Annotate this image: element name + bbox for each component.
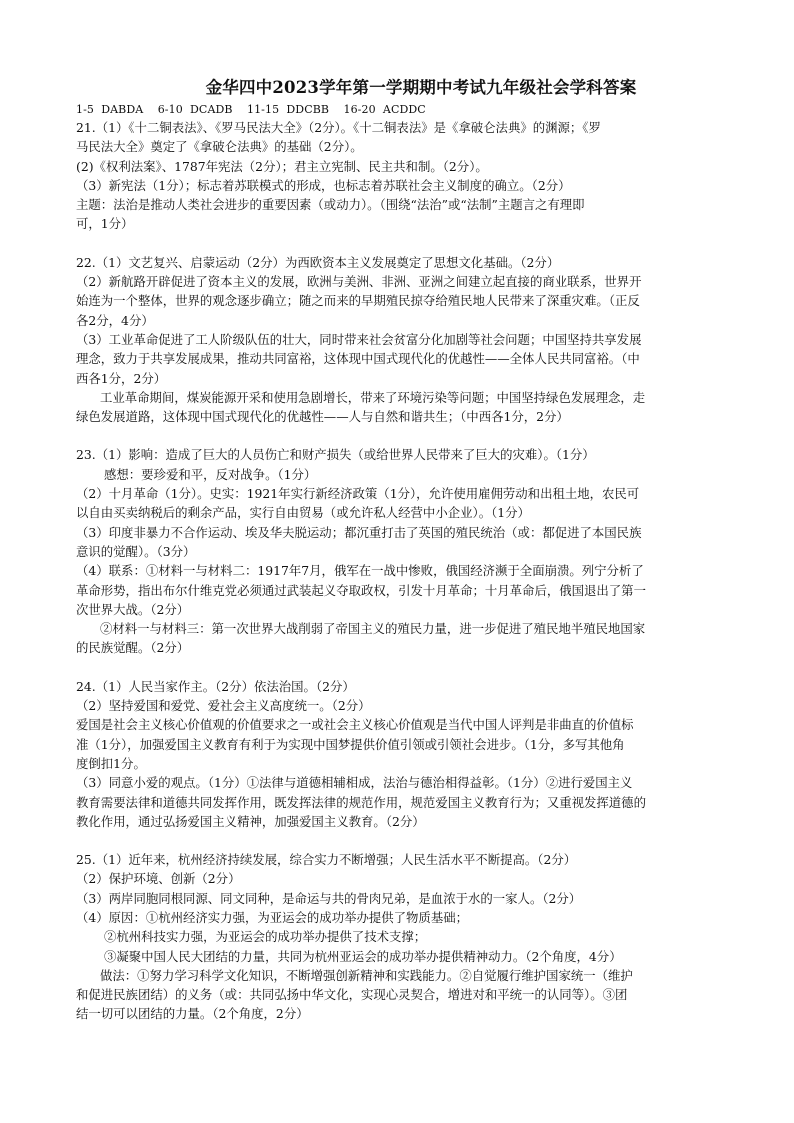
- text-line: 22.（1）文艺复兴、启蒙运动（2分）为西欧资本主义发展奠定了思想文化基础。（2分）: [76, 254, 560, 270]
- text-line: 工业革命期间，煤炭能源开采和使用急剧增长，带来了环境污染等问题；中国坚持绿色发展理念，走: [100, 389, 646, 405]
- text-line: 马民法大全》奠定了《拿破仑法典》的基础（2分）。: [76, 139, 363, 155]
- text-line: （2）坚持爱国和爱党、爱社会主义高度统一。（2分）: [76, 698, 371, 714]
- text-line: 以自由买卖纳税后的剩余产品，实行自由贸易（或允许私人经营中小企业）。（1分）: [76, 505, 530, 521]
- question-21: [76, 118, 726, 234]
- text-line: 23.（1）影响：造成了巨大的人员伤亡和财产损失（或给世界人民带来了巨大的灾难）。（1分）: [76, 447, 595, 463]
- text-line: （3）同意小爱的观点。（1分）①法律与道德相辅相成，法治与德治相得益彰。（1分）②进行爱国主义: [76, 775, 633, 791]
- page-title: 金华四中2023学年第一学期期中考试九年级社会学科答案: [205, 78, 637, 97]
- text-line: (2)《权利法案》、1787年宪法（2分）；君主立宪制、民主共和制。（2分）。: [76, 158, 488, 174]
- text-line: 做法：①努力学习科学文化知识，不断增强创新精神和实践能力。②自觉履行维护国家统一（维护: [100, 967, 633, 983]
- text-line: 24.（1）人民当家作主。（2分）依法治国。（2分）: [76, 678, 355, 694]
- text-line: 理念，致力于共享发展成果，推动共同富裕，这体现中国式现代化的优越性——全体人民共同富裕。（中: [76, 351, 640, 367]
- spacer: [76, 234, 726, 253]
- text-line: ③凝聚中国人民大团结的力量，共同为杭州亚运会的成功举办提供精神动力。（2个角度，4分）: [104, 948, 622, 964]
- text-line: 爱国是社会主义核心价值观的价值要求之一或社会主义核心价值观是当代中国人评判是非曲直的价值标: [76, 717, 634, 733]
- question-22: [76, 253, 726, 427]
- text-line: 教育需要法律和道德共同发挥作用，既发挥法律的规范作用，规范爱国主义教育行为；又重视发挥道德的: [76, 794, 646, 810]
- question-23: [76, 445, 726, 657]
- text-line: 准（1分），加强爱国主义教育有利于为实现中国梦提供价值引领或引领社会进步。（1分，多写其他角: [76, 736, 625, 752]
- spacer: [76, 658, 726, 677]
- text-line: （3）印度非暴力不合作运动、埃及华夫脱运动；都沉重打击了英国的殖民统治（或：都促进了本国民族: [76, 524, 642, 540]
- text-line: 主题：法治是推动人类社会进步的重要因素（或动力）。（围绕“法治”或“法制”主题言之有理即: [76, 197, 585, 213]
- text-line: 意识的觉醒）。（3分）: [76, 543, 196, 559]
- text-line: 结一切可以团结的力量。（2个角度，2分）: [76, 1006, 309, 1022]
- text-line: ②材料一与材料三：第一次世界大战削弱了帝国主义的殖民力量，进一步促进了殖民地半殖民地国家: [100, 621, 646, 637]
- text-line: 次世界大战。（2分）: [76, 601, 190, 617]
- text-line: 感想：要珍爱和平，反对战争。（1分）: [104, 466, 317, 482]
- text-line: 各2分，4分）: [76, 312, 154, 328]
- text-line: 的民族觉醒。（2分）: [76, 640, 190, 656]
- text-line: （2）新航路开辟促进了资本主义的发展，欧洲与美洲、非洲、亚洲之间建立起直接的商业联系，世界开: [76, 274, 642, 290]
- spacer: [76, 426, 726, 445]
- text-line: （4）联系：①材料一与材料二：1917年7月，俄军在一战中惨败，俄国经济濒于全面崩溃。列宁分析了: [76, 563, 644, 579]
- question-24: [76, 677, 726, 831]
- text-line: 25.（1）近年来，杭州经济持续发展，综合实力不断增强；人民生活水平不断提高。（2分）: [76, 852, 577, 868]
- text-line: （3）两岸同胞同根同源、同文同种，是命运与共的骨肉兄弟，是血浓于水的一家人。（2分）: [76, 890, 582, 906]
- text-line: （2）十月革命（1分）。史实：1921年实行新经济政策（1分），允许使用雇佣劳动和出租土地，农民可: [76, 486, 640, 502]
- text-line: ②杭州科技实力强，为亚运会的成功举办提供了技术支撑；: [104, 929, 427, 945]
- text-line: （2）保护环境、创新（2分）: [76, 871, 241, 887]
- text-line: 21.（1）《十二铜表法》、《罗马民法大全》（2分）。《十二铜表法》是《拿破仑法典》的渊源；《罗: [76, 120, 601, 135]
- text-line: 西各1分，2分）: [76, 370, 167, 386]
- text-line: （3）工业革命促进了工人阶级队伍的壮大，同时带来社会贫富分化加剧等社会问题；中国坚持共享发展: [76, 331, 642, 347]
- answer-sheet: [76, 74, 726, 1024]
- text-line: 度倒扣1分。: [76, 755, 146, 771]
- text-line: 教化作用，通过弘扬爱国主义精神，加强爱国主义教育。（2分）: [76, 813, 425, 829]
- question-25: [76, 850, 726, 1024]
- text-line: （4）原因：①杭州经济实力强，为亚运会的成功举办提供了物质基础；: [76, 909, 468, 925]
- text-line: 始连为一个整体，世界的观念逐步确立；随之而来的早期殖民掠夺给殖民地人民带来了深重灾难。（正反: [76, 293, 640, 309]
- text-line: 革命形势，指出布尔什维克党必须通过武装起义夺取政权，引发十月革命；十月革命后，俄国退出了第一: [76, 582, 646, 598]
- multiple-choice-answers: 1-5 DABDA 6-10 DCADB 11-15 DDCBB 16-20 ACDDC: [76, 103, 426, 116]
- text-line: 绿色发展道路，这体现中国式现代化的优越性——人与自然和谐共生；（中西各1分，2分）: [76, 409, 569, 425]
- text-line: 可，1分）: [76, 216, 134, 232]
- text-line: （3）新宪法（1分）；标志着苏联模式的形成，也标志着苏联社会主义制度的确立。（2分）: [76, 177, 571, 193]
- text-line: 和促进民族团结）的义务（或：共同弘扬中华文化，实现心灵契合，增进对和平统一的认同等）。③团: [76, 987, 628, 1003]
- spacer: [76, 831, 726, 850]
